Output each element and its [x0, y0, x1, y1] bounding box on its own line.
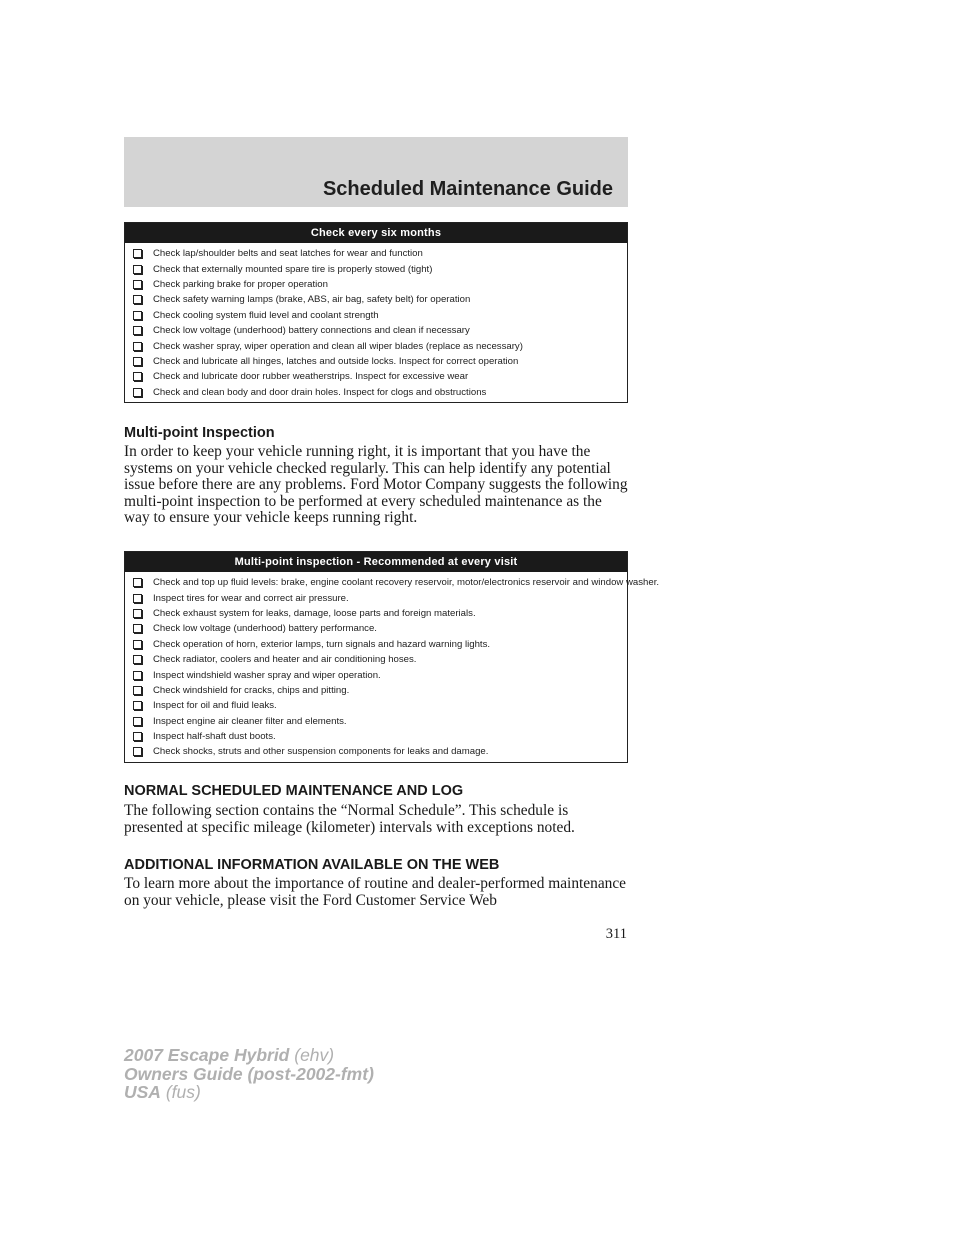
- checkbox-icon: [133, 594, 142, 603]
- checklist: [125, 572, 660, 762]
- checklist-item-text: Inspect windshield washer spray and wiper operation.: [153, 669, 381, 681]
- footer-model-code: (ehv): [294, 1045, 335, 1065]
- checklist: [125, 243, 627, 402]
- checkbox-icon: [133, 295, 142, 304]
- checklist-item-text: Inspect tires for wear and correct air pressure.: [153, 592, 349, 604]
- footer-line-1: [124, 1046, 374, 1065]
- paragraph-web-info: To learn more about the importance of routine and dealer-performed maintenance on your vehicle, please visit the Ford Customer Service Web: [124, 875, 627, 909]
- checklist-item: [133, 369, 627, 384]
- checkbox-icon: [133, 701, 142, 710]
- table-heading: Check every six months: [125, 223, 627, 243]
- checklist-item: [133, 652, 627, 667]
- checklist-item: [133, 714, 627, 729]
- checklist-item-text: Check operation of horn, exterior lamps, turn signals and hazard warning lights.: [153, 638, 491, 650]
- checkbox-icon: [133, 686, 142, 695]
- checkbox-icon: [133, 388, 142, 397]
- checkbox-icon: [133, 624, 142, 633]
- section-heading-multipoint: Multi-point Inspection: [124, 425, 275, 441]
- checklist-item-text: Check shocks, struts and other suspension components for leaks and damage.: [153, 746, 489, 758]
- checklist-item-text: Check low voltage (underhood) battery connections and clean if necessary: [153, 325, 470, 337]
- checklist-item-text: Check windshield for cracks, chips and pitting.: [153, 684, 350, 696]
- checklist-item: [133, 590, 627, 605]
- checklist-item: [133, 292, 627, 307]
- checkbox-icon: [133, 655, 142, 664]
- checklist-item: [133, 308, 627, 323]
- checkbox-icon: [133, 717, 142, 726]
- footer-line-3: [124, 1083, 374, 1102]
- checkbox-icon: [133, 747, 142, 756]
- checklist-item-text: Inspect for oil and fluid leaks.: [153, 700, 277, 712]
- page-title: Scheduled Maintenance Guide: [322, 178, 613, 200]
- checkbox-icon: [133, 326, 142, 335]
- multipoint-checklist: [124, 551, 660, 763]
- checkbox-icon: [133, 280, 142, 289]
- checklist-item-text: Check cooling system fluid level and coolant strength: [153, 309, 379, 321]
- checklist-item: [133, 729, 627, 744]
- checklist-item-text: Check lap/shoulder belts and seat latches for wear and function: [153, 248, 423, 260]
- footer-line-2: [124, 1065, 374, 1084]
- checklist-item: [133, 338, 627, 353]
- header-band: [124, 137, 628, 207]
- footer-doc-info: [124, 1046, 374, 1102]
- footer-guide: Owners Guide (post-2002-fmt): [124, 1063, 374, 1084]
- checklist-item-text: Inspect engine air cleaner filter and elements.: [153, 715, 347, 727]
- checklist-item: [133, 606, 627, 621]
- checklist-item: [133, 277, 627, 292]
- checklist-item: [133, 621, 627, 636]
- checklist-item: [133, 575, 660, 590]
- checklist-item-text: Check washer spray, wiper operation and clean all wiper blades (replace as necessary): [153, 340, 523, 352]
- checklist-item-text: Check parking brake for proper operation: [153, 278, 328, 290]
- checklist-item-text: Check and clean body and door drain holes. Inspect for clogs and obstructions: [153, 386, 487, 398]
- checklist-item: [133, 744, 627, 759]
- section-heading-normal-schedule: NORMAL SCHEDULED MAINTENANCE AND LOG: [124, 783, 464, 799]
- checkbox-icon: [133, 372, 142, 381]
- checklist-item: [133, 683, 627, 698]
- paragraph-multipoint: In order to keep your vehicle running right, it is important that you have the systems on your vehicle checked regularly. This can help identify any potential issue before there are any problems. Ford Motor Company suggests the following multi-point inspection to be performed at every scheduled maintenance as the way to ensure your vehicle keeps running right.: [124, 443, 628, 526]
- page-number: 311: [605, 926, 627, 942]
- checklist-item: [133, 261, 627, 276]
- checklist-item-text: Check safety warning lamps (brake, ABS, air bag, safety belt) for operation: [153, 294, 471, 306]
- six-month-checklist: [124, 222, 628, 403]
- checklist-item: [133, 323, 627, 338]
- footer-model: 2007 Escape Hybrid: [124, 1045, 290, 1065]
- footer-market: USA: [124, 1082, 161, 1102]
- checkbox-icon: [133, 249, 142, 258]
- checklist-item: [133, 667, 627, 682]
- checkbox-icon: [133, 342, 142, 351]
- checkbox-icon: [133, 671, 142, 680]
- checkbox-icon: [133, 609, 142, 618]
- checklist-item-text: Check and lubricate all hinges, latches and outside locks. Inspect for correct operation: [153, 355, 519, 367]
- checklist-item: [133, 637, 627, 652]
- checklist-item-text: Check and lubricate door rubber weatherstrips. Inspect for excessive wear: [153, 371, 469, 383]
- table-heading: Multi-point inspection - Recommended at every visit: [125, 552, 627, 572]
- checklist-item-text: Check exhaust system for leaks, damage, loose parts and foreign materials.: [153, 607, 476, 619]
- checklist-item-text: Check that externally mounted spare tire is properly stowed (tight): [153, 263, 433, 275]
- section-heading-web-info: ADDITIONAL INFORMATION AVAILABLE ON THE WEB: [124, 857, 500, 873]
- checklist-item: [133, 698, 627, 713]
- footer-market-code: (fus): [165, 1082, 201, 1102]
- checkbox-icon: [133, 265, 142, 274]
- checklist-item-text: Check low voltage (underhood) battery performance.: [153, 623, 377, 635]
- checklist-item-text: Check radiator, coolers and heater and air conditioning hoses.: [153, 654, 417, 666]
- checklist-item: [133, 385, 627, 400]
- checklist-item: [133, 246, 627, 261]
- checklist-item: [133, 354, 627, 369]
- checkbox-icon: [133, 311, 142, 320]
- checklist-item-text: Check and top up fluid levels: brake, engine coolant recovery reservoir, motor/electronics reservoir and window washer.: [153, 577, 660, 589]
- checkbox-icon: [133, 578, 142, 587]
- checklist-item-text: Inspect half-shaft dust boots.: [153, 731, 276, 743]
- checkbox-icon: [133, 640, 142, 649]
- checkbox-icon: [133, 732, 142, 741]
- paragraph-normal-schedule: The following section contains the “Normal Schedule”. This schedule is presented at specific mileage (kilometer) intervals with exceptions noted.: [124, 802, 575, 836]
- checkbox-icon: [133, 357, 142, 366]
